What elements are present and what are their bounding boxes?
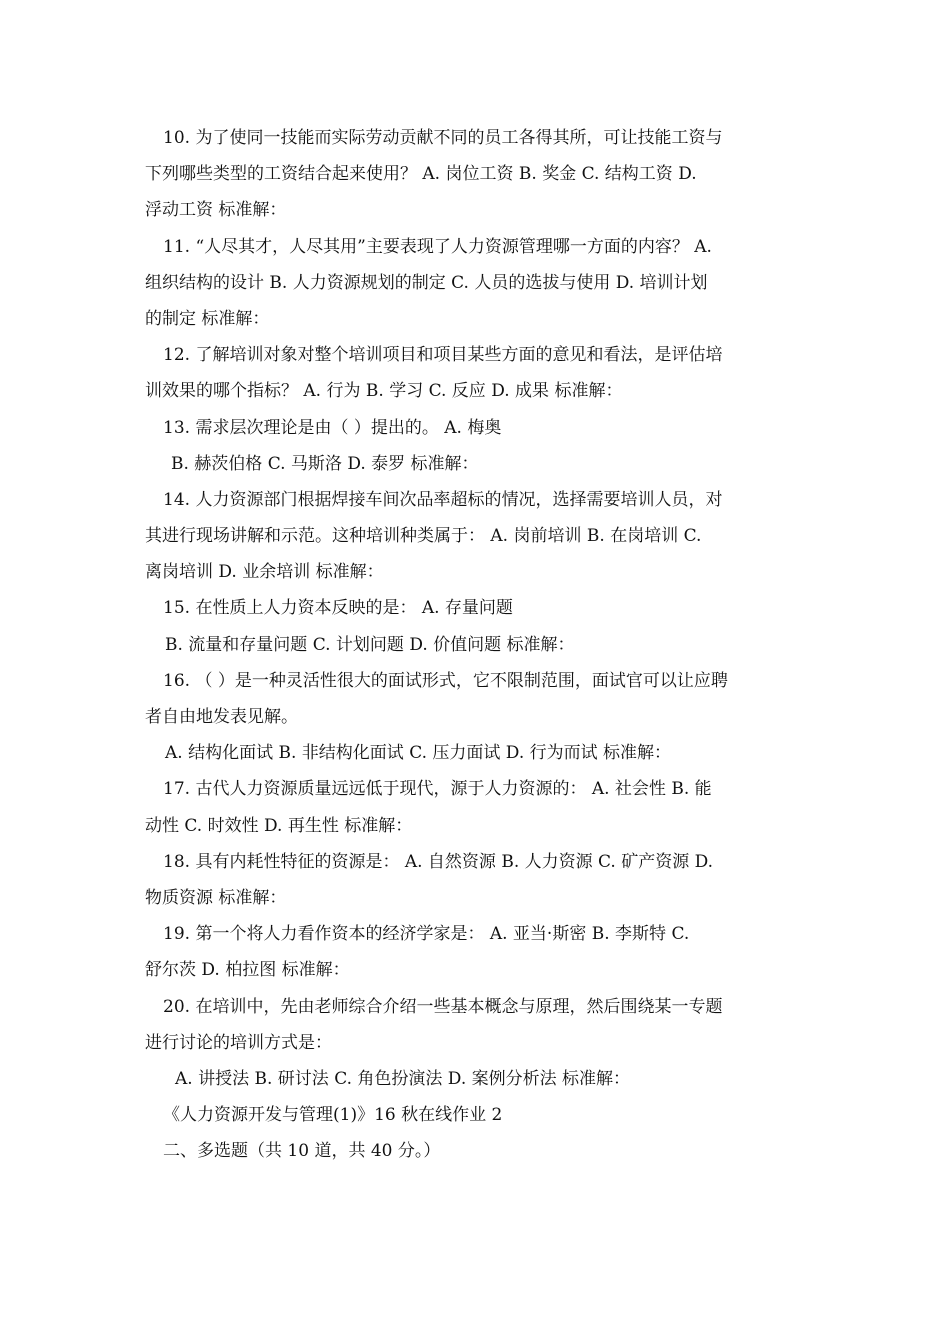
text-line: 浮动工资 标准解： [145,200,287,221]
text-line: 14. 人力资源部门根据焊接车间次品率超标的情况，选择需要培训人员，对 [163,489,723,510]
text-line: 进行讨论的培训方式是： [145,1032,332,1053]
text-line: 训效果的哪个指标？ A. 行为 B. 学习 C. 反应 D. 成果 标准解： [145,381,623,402]
text-line: 物质资源 标准解： [145,887,287,908]
text-line: 其进行现场讲解和示范。这种培训种类属于： A. 岗前培训 B. 在岗培训 C. [145,526,702,547]
text-line: 离岗培训 D. 业余培训 标准解： [145,562,384,583]
text-line: 的制定 标准解： [145,308,270,329]
text-line: 20. 在培训中，先由老师综合介绍一些基本概念与原理，然后围绕某一专题 [163,996,723,1017]
text-line: 者自由地发表见解。 [145,707,298,727]
section-title: 《人力资源开发与管理(1)》16 秋在线作业 2 [163,1105,503,1126]
text-line: B. 赫茨伯格 C. 马斯洛 D. 泰罗 标准解： [171,453,479,474]
text-line: 12. 了解培训对象对整个培训项目和项目某些方面的意见和看法，是评估培 [163,345,723,366]
text-line: 11. “人尽其才，人尽其用”主要表现了人力资源管理哪一方面的内容？ A. [163,236,712,257]
text-line: 组织结构的设计 B. 人力资源规划的制定 C. 人员的选拔与使用 D. 培训计划 [145,272,708,293]
document-body [145,120,810,1169]
text-line: 15. 在性质上人力资本反映的是： A. 存量问题 [163,598,513,619]
text-line: A. 结构化面试 B. 非结构化面试 C. 压力面试 D. 行为而试 标准解： [165,743,672,764]
text-line: 17. 古代人力资源质量远远低于现代，源于人力资源的： A. 社会性 B. 能 [163,779,712,800]
text-line: 18. 具有内耗性特征的资源是： A. 自然资源 B. 人力资源 C. 矿产资源 D. [163,851,714,872]
text-line: 16. （ ）是一种灵活性很大的面试形式，它不限制范围，面试官可以让应聘 [163,670,728,691]
text-line: 舒尔茨 D. 柏拉图 标准解： [145,960,350,981]
text-line: 10. 为了使同一技能而实际劳动贡献不同的员工各得其所，可让技能工资与 [163,128,723,148]
text-line: B. 流量和存量问题 C. 计划问题 D. 价值问题 标准解： [165,634,575,655]
text-line: A. 讲授法 B. 研讨法 C. 角色扮演法 D. 案例分析法 标准解： [175,1068,631,1089]
text-line: 13. 需求层次理论是由（ ）提出的。 A. 梅奥 [163,417,502,438]
section-heading: 二、多选题（共 10 道，共 40 分。） [163,1141,441,1162]
text-line: 19. 第一个将人力看作资本的经济学家是： A. 亚当·斯密 B. 李斯特 C. [163,924,690,945]
text-line: 动性 C. 时效性 D. 再生性 标准解： [145,815,413,836]
text-line: 下列哪些类型的工资结合起来使用？ A. 岗位工资 B. 奖金 C. 结构工资 D. [145,164,697,185]
